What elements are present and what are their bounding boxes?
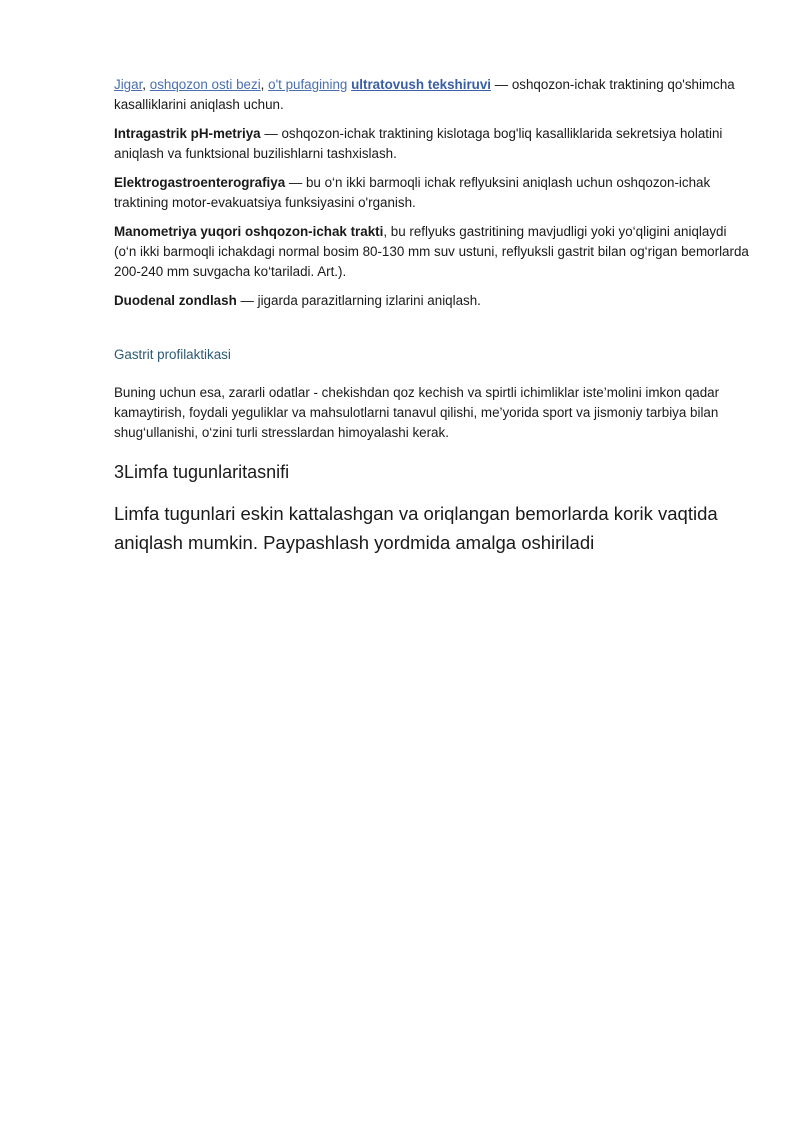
paragraph-elektrogastro [114, 173, 750, 213]
paragraph-text: — oshqozon-ichak traktining qo'shimcha kasalliklarini aniqlash uchun. [114, 77, 735, 112]
prevention-paragraph: Buning uchun esa, zararli odatlar - chekishdan qoz kechish va spirtli ichimliklar iste’molini imkon qadar kamaytirish, foydali yeguliklar va mahsulotlarni tanavul qilishi, me’yorida sport va jismoniy tarbiya bilan shug‘ullanishi, o‘zini turli stresslardan himoyalashi kerak. [114, 385, 720, 440]
separator: , [142, 77, 150, 92]
link-jigar[interactable]: Jigar [114, 77, 143, 92]
paragraph-manometriya [114, 222, 750, 282]
term-bold: Duodenal zondlash [114, 293, 237, 308]
heading-limfa-tugunlari: 3Limfa tugunlaritasnifi [114, 462, 290, 482]
paragraph-text: , bu reflyuks gastritining mavjudligi yoki yo‘qligini aniqlaydi (o‘n ikki barmoqli ichakdagi normal bosim 80-130 mm suv ustuni, reflyuksli gastrit bilan og‘rigan bemorlarda 200-240 mm suvgacha ko‘tariladi. Art.). [114, 224, 749, 279]
term-bold: Manometriya yuqori oshqozon-ichak trakti [114, 224, 384, 239]
paragraph-duodenal [114, 291, 750, 311]
term-bold: Elektrogastroenterografiya [114, 175, 286, 190]
paragraph-ph-metriya [114, 124, 750, 164]
link-ultratovush-tekshiruvi[interactable]: ultratovush tekshiruvi [351, 77, 491, 92]
document-page [114, 75, 750, 557]
paragraph-text: — jigarda parazitlarning izlarini aniqlash. [236, 293, 481, 308]
paragraph-ultrasound [114, 75, 750, 115]
large-paragraph: Limfa tugunlari eskin kattalashgan va oriqlangan bemorlarda korik vaqtida aniqlash mumkin. Paypashlash yordmida amalga oshiriladi [114, 503, 718, 553]
link-oshqozon-osti-bezi[interactable]: oshqozon osti bezi [149, 77, 261, 92]
separator: , [260, 77, 269, 92]
link-ot-pufagining[interactable]: o't pufagining [268, 77, 348, 92]
paragraph-text: — oshqozon-ichak traktining kislotaga bog'liq kasalliklarida sekretsiya holatini aniqlash va funktsional buzilishlarni tashxislash. [114, 126, 723, 161]
paragraph-text: — bu o‘n ikki barmoqli ichak reflyuksini aniqlash uchun oshqozon-ichak traktining motor-evakuatsiya funksiyasini o'rganish. [114, 175, 711, 210]
section-heading: Gastrit profilaktikasi [114, 347, 231, 362]
term-bold: Intragastrik pH-metriya [114, 126, 261, 141]
